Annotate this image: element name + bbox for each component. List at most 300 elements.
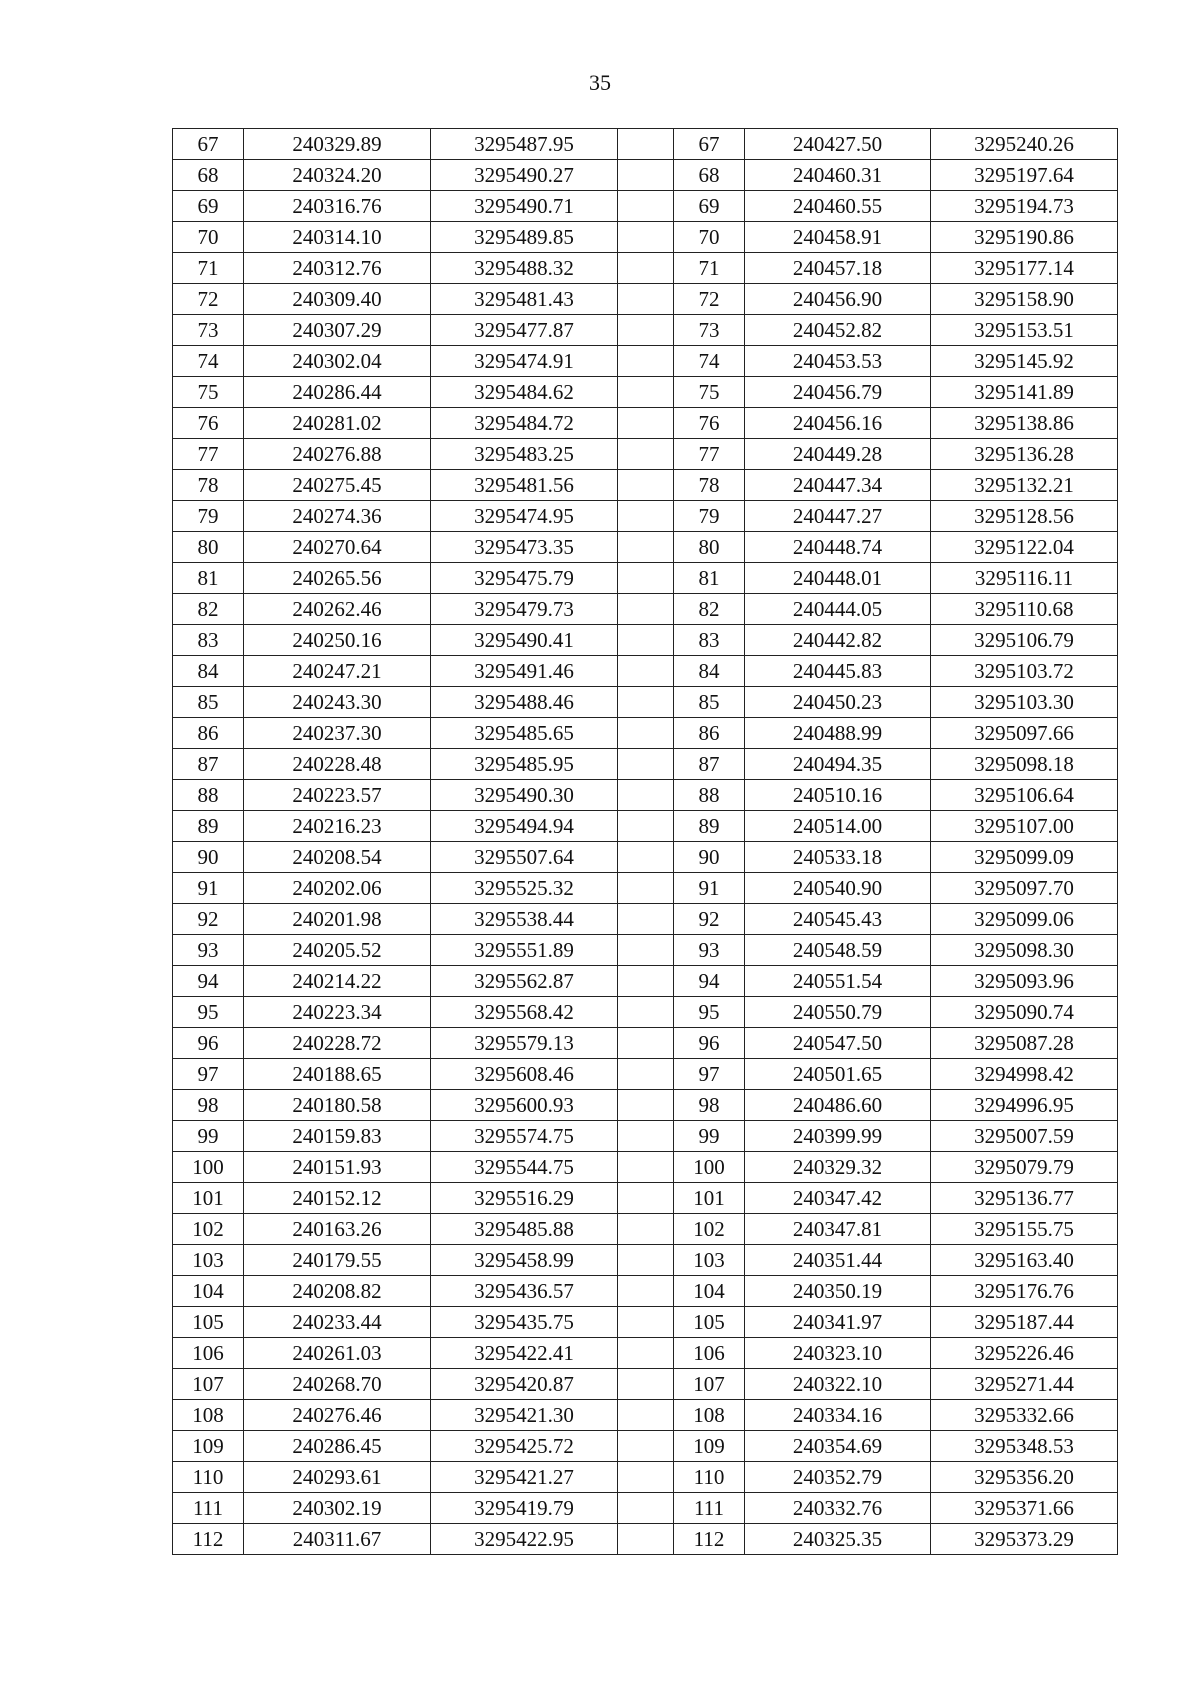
table-row <box>173 873 1118 904</box>
left-x-coordinate-cell: 240159.83 <box>244 1121 431 1152</box>
left-y-coordinate-cell: 3295477.87 <box>431 315 618 346</box>
right-x-coordinate-cell: 240452.82 <box>745 315 931 346</box>
left-x-coordinate-cell: 240237.30 <box>244 718 431 749</box>
right-point-number-cell: 112 <box>674 1524 745 1555</box>
right-point-number-cell: 95 <box>674 997 745 1028</box>
table-row <box>173 718 1118 749</box>
right-point-number-cell: 69 <box>674 191 745 222</box>
left-y-coordinate-cell: 3295421.30 <box>431 1400 618 1431</box>
right-y-coordinate-cell: 3295007.59 <box>931 1121 1118 1152</box>
column-gap-cell <box>618 1183 674 1214</box>
column-gap-cell <box>618 1152 674 1183</box>
left-y-coordinate-cell: 3295435.75 <box>431 1307 618 1338</box>
left-x-coordinate-cell: 240262.46 <box>244 594 431 625</box>
left-point-number-cell: 82 <box>173 594 244 625</box>
right-x-coordinate-cell: 240325.35 <box>745 1524 931 1555</box>
left-point-number-cell: 101 <box>173 1183 244 1214</box>
right-y-coordinate-cell: 3295107.00 <box>931 811 1118 842</box>
left-point-number-cell: 81 <box>173 563 244 594</box>
table-row <box>173 687 1118 718</box>
table-row <box>173 284 1118 315</box>
left-x-coordinate-cell: 240223.57 <box>244 780 431 811</box>
column-gap-cell <box>618 160 674 191</box>
right-y-coordinate-cell: 3295098.18 <box>931 749 1118 780</box>
table-row <box>173 1307 1118 1338</box>
right-y-coordinate-cell: 3295093.96 <box>931 966 1118 997</box>
table-row <box>173 904 1118 935</box>
left-point-number-cell: 69 <box>173 191 244 222</box>
column-gap-cell <box>618 1059 674 1090</box>
left-x-coordinate-cell: 240286.44 <box>244 377 431 408</box>
table-row <box>173 408 1118 439</box>
column-gap-cell <box>618 594 674 625</box>
table-row <box>173 253 1118 284</box>
column-gap-cell <box>618 1121 674 1152</box>
right-x-coordinate-cell: 240494.35 <box>745 749 931 780</box>
column-gap-cell <box>618 284 674 315</box>
right-x-coordinate-cell: 240533.18 <box>745 842 931 873</box>
right-y-coordinate-cell: 3295116.11 <box>931 563 1118 594</box>
right-x-coordinate-cell: 240540.90 <box>745 873 931 904</box>
column-gap-cell <box>618 1462 674 1493</box>
left-y-coordinate-cell: 3295436.57 <box>431 1276 618 1307</box>
table-row <box>173 501 1118 532</box>
table-row <box>173 1462 1118 1493</box>
right-x-coordinate-cell: 240460.31 <box>745 160 931 191</box>
right-y-coordinate-cell: 3295128.56 <box>931 501 1118 532</box>
right-x-coordinate-cell: 240347.42 <box>745 1183 931 1214</box>
table-row <box>173 191 1118 222</box>
right-point-number-cell: 104 <box>674 1276 745 1307</box>
right-x-coordinate-cell: 240456.16 <box>745 408 931 439</box>
right-y-coordinate-cell: 3295163.40 <box>931 1245 1118 1276</box>
left-x-coordinate-cell: 240214.22 <box>244 966 431 997</box>
right-x-coordinate-cell: 240514.00 <box>745 811 931 842</box>
column-gap-cell <box>618 408 674 439</box>
right-x-coordinate-cell: 240329.32 <box>745 1152 931 1183</box>
left-point-number-cell: 83 <box>173 625 244 656</box>
right-x-coordinate-cell: 240456.90 <box>745 284 931 315</box>
left-point-number-cell: 110 <box>173 1462 244 1493</box>
right-y-coordinate-cell: 3295373.29 <box>931 1524 1118 1555</box>
left-y-coordinate-cell: 3295474.95 <box>431 501 618 532</box>
column-gap-cell <box>618 811 674 842</box>
column-gap-cell <box>618 935 674 966</box>
left-point-number-cell: 96 <box>173 1028 244 1059</box>
right-point-number-cell: 74 <box>674 346 745 377</box>
left-point-number-cell: 75 <box>173 377 244 408</box>
right-y-coordinate-cell: 3295136.77 <box>931 1183 1118 1214</box>
left-point-number-cell: 72 <box>173 284 244 315</box>
column-gap-cell <box>618 377 674 408</box>
right-point-number-cell: 77 <box>674 439 745 470</box>
table-row <box>173 656 1118 687</box>
column-gap-cell <box>618 501 674 532</box>
table-row <box>173 811 1118 842</box>
right-x-coordinate-cell: 240427.50 <box>745 129 931 160</box>
left-point-number-cell: 90 <box>173 842 244 873</box>
right-y-coordinate-cell: 3295103.72 <box>931 656 1118 687</box>
coordinates-table-body <box>173 129 1118 1555</box>
left-point-number-cell: 97 <box>173 1059 244 1090</box>
left-y-coordinate-cell: 3295507.64 <box>431 842 618 873</box>
right-point-number-cell: 89 <box>674 811 745 842</box>
column-gap-cell <box>618 904 674 935</box>
left-x-coordinate-cell: 240276.88 <box>244 439 431 470</box>
right-x-coordinate-cell: 240488.99 <box>745 718 931 749</box>
column-gap-cell <box>618 470 674 501</box>
right-y-coordinate-cell: 3295348.53 <box>931 1431 1118 1462</box>
table-row <box>173 160 1118 191</box>
right-y-coordinate-cell: 3295087.28 <box>931 1028 1118 1059</box>
right-x-coordinate-cell: 240341.97 <box>745 1307 931 1338</box>
table-row <box>173 594 1118 625</box>
coordinates-table <box>172 128 1118 1555</box>
right-y-coordinate-cell: 3294996.95 <box>931 1090 1118 1121</box>
left-x-coordinate-cell: 240316.76 <box>244 191 431 222</box>
left-x-coordinate-cell: 240265.56 <box>244 563 431 594</box>
right-point-number-cell: 96 <box>674 1028 745 1059</box>
right-point-number-cell: 102 <box>674 1214 745 1245</box>
left-y-coordinate-cell: 3295425.72 <box>431 1431 618 1462</box>
left-point-number-cell: 98 <box>173 1090 244 1121</box>
right-x-coordinate-cell: 240547.50 <box>745 1028 931 1059</box>
table-row <box>173 129 1118 160</box>
left-x-coordinate-cell: 240270.64 <box>244 532 431 563</box>
left-x-coordinate-cell: 240201.98 <box>244 904 431 935</box>
right-point-number-cell: 82 <box>674 594 745 625</box>
table-row <box>173 1400 1118 1431</box>
right-point-number-cell: 97 <box>674 1059 745 1090</box>
left-y-coordinate-cell: 3295538.44 <box>431 904 618 935</box>
left-y-coordinate-cell: 3295420.87 <box>431 1369 618 1400</box>
right-y-coordinate-cell: 3295176.76 <box>931 1276 1118 1307</box>
column-gap-cell <box>618 191 674 222</box>
right-point-number-cell: 91 <box>674 873 745 904</box>
column-gap-cell <box>618 346 674 377</box>
left-x-coordinate-cell: 240243.30 <box>244 687 431 718</box>
column-gap-cell <box>618 1524 674 1555</box>
left-point-number-cell: 99 <box>173 1121 244 1152</box>
right-y-coordinate-cell: 3295099.06 <box>931 904 1118 935</box>
left-point-number-cell: 85 <box>173 687 244 718</box>
right-y-coordinate-cell: 3295103.30 <box>931 687 1118 718</box>
right-x-coordinate-cell: 240351.44 <box>745 1245 931 1276</box>
left-y-coordinate-cell: 3295481.43 <box>431 284 618 315</box>
left-y-coordinate-cell: 3295483.25 <box>431 439 618 470</box>
left-x-coordinate-cell: 240309.40 <box>244 284 431 315</box>
right-point-number-cell: 107 <box>674 1369 745 1400</box>
left-x-coordinate-cell: 240208.54 <box>244 842 431 873</box>
right-point-number-cell: 110 <box>674 1462 745 1493</box>
right-x-coordinate-cell: 240501.65 <box>745 1059 931 1090</box>
right-point-number-cell: 76 <box>674 408 745 439</box>
left-x-coordinate-cell: 240179.55 <box>244 1245 431 1276</box>
left-point-number-cell: 74 <box>173 346 244 377</box>
table-row <box>173 1059 1118 1090</box>
left-x-coordinate-cell: 240329.89 <box>244 129 431 160</box>
right-x-coordinate-cell: 240442.82 <box>745 625 931 656</box>
left-point-number-cell: 104 <box>173 1276 244 1307</box>
left-y-coordinate-cell: 3295479.73 <box>431 594 618 625</box>
left-y-coordinate-cell: 3295600.93 <box>431 1090 618 1121</box>
left-x-coordinate-cell: 240302.19 <box>244 1493 431 1524</box>
table-row <box>173 625 1118 656</box>
left-y-coordinate-cell: 3295562.87 <box>431 966 618 997</box>
right-x-coordinate-cell: 240444.05 <box>745 594 931 625</box>
left-point-number-cell: 112 <box>173 1524 244 1555</box>
right-point-number-cell: 108 <box>674 1400 745 1431</box>
left-y-coordinate-cell: 3295525.32 <box>431 873 618 904</box>
right-x-coordinate-cell: 240445.83 <box>745 656 931 687</box>
left-x-coordinate-cell: 240261.03 <box>244 1338 431 1369</box>
right-x-coordinate-cell: 240510.16 <box>745 780 931 811</box>
table-row <box>173 1369 1118 1400</box>
column-gap-cell <box>618 780 674 811</box>
left-x-coordinate-cell: 240324.20 <box>244 160 431 191</box>
left-y-coordinate-cell: 3295422.41 <box>431 1338 618 1369</box>
right-x-coordinate-cell: 240334.16 <box>745 1400 931 1431</box>
table-row <box>173 780 1118 811</box>
column-gap-cell <box>618 749 674 780</box>
right-point-number-cell: 101 <box>674 1183 745 1214</box>
column-gap-cell <box>618 532 674 563</box>
table-row <box>173 966 1118 997</box>
right-point-number-cell: 94 <box>674 966 745 997</box>
left-point-number-cell: 91 <box>173 873 244 904</box>
left-x-coordinate-cell: 240233.44 <box>244 1307 431 1338</box>
left-point-number-cell: 77 <box>173 439 244 470</box>
right-x-coordinate-cell: 240449.28 <box>745 439 931 470</box>
left-y-coordinate-cell: 3295481.56 <box>431 470 618 501</box>
left-point-number-cell: 76 <box>173 408 244 439</box>
right-y-coordinate-cell: 3295190.86 <box>931 222 1118 253</box>
right-y-coordinate-cell: 3295141.89 <box>931 377 1118 408</box>
left-point-number-cell: 89 <box>173 811 244 842</box>
left-point-number-cell: 94 <box>173 966 244 997</box>
column-gap-cell <box>618 222 674 253</box>
left-x-coordinate-cell: 240268.70 <box>244 1369 431 1400</box>
right-y-coordinate-cell: 3295132.21 <box>931 470 1118 501</box>
right-y-coordinate-cell: 3295090.74 <box>931 997 1118 1028</box>
left-y-coordinate-cell: 3295494.94 <box>431 811 618 842</box>
left-x-coordinate-cell: 240286.45 <box>244 1431 431 1462</box>
column-gap-cell <box>618 873 674 904</box>
column-gap-cell <box>618 966 674 997</box>
right-x-coordinate-cell: 240458.91 <box>745 222 931 253</box>
right-y-coordinate-cell: 3295226.46 <box>931 1338 1118 1369</box>
left-point-number-cell: 93 <box>173 935 244 966</box>
page-number: 35 <box>589 70 611 95</box>
right-y-coordinate-cell: 3295145.92 <box>931 346 1118 377</box>
right-point-number-cell: 98 <box>674 1090 745 1121</box>
left-point-number-cell: 70 <box>173 222 244 253</box>
column-gap-cell <box>618 1369 674 1400</box>
left-y-coordinate-cell: 3295544.75 <box>431 1152 618 1183</box>
column-gap-cell <box>618 1338 674 1369</box>
left-y-coordinate-cell: 3295490.30 <box>431 780 618 811</box>
left-point-number-cell: 111 <box>173 1493 244 1524</box>
right-x-coordinate-cell: 240550.79 <box>745 997 931 1028</box>
right-y-coordinate-cell: 3295122.04 <box>931 532 1118 563</box>
right-x-coordinate-cell: 240447.27 <box>745 501 931 532</box>
left-y-coordinate-cell: 3295487.95 <box>431 129 618 160</box>
column-gap-cell <box>618 842 674 873</box>
left-y-coordinate-cell: 3295491.46 <box>431 656 618 687</box>
column-gap-cell <box>618 1276 674 1307</box>
left-y-coordinate-cell: 3295574.75 <box>431 1121 618 1152</box>
right-x-coordinate-cell: 240486.60 <box>745 1090 931 1121</box>
right-x-coordinate-cell: 240323.10 <box>745 1338 931 1369</box>
left-point-number-cell: 105 <box>173 1307 244 1338</box>
left-x-coordinate-cell: 240151.93 <box>244 1152 431 1183</box>
left-y-coordinate-cell: 3295421.27 <box>431 1462 618 1493</box>
right-x-coordinate-cell: 240399.99 <box>745 1121 931 1152</box>
left-x-coordinate-cell: 240202.06 <box>244 873 431 904</box>
right-point-number-cell: 75 <box>674 377 745 408</box>
table-row <box>173 1214 1118 1245</box>
left-y-coordinate-cell: 3295490.71 <box>431 191 618 222</box>
left-point-number-cell: 71 <box>173 253 244 284</box>
left-point-number-cell: 107 <box>173 1369 244 1400</box>
table-row <box>173 935 1118 966</box>
left-x-coordinate-cell: 240152.12 <box>244 1183 431 1214</box>
right-point-number-cell: 83 <box>674 625 745 656</box>
column-gap-cell <box>618 1400 674 1431</box>
left-y-coordinate-cell: 3295485.95 <box>431 749 618 780</box>
right-y-coordinate-cell: 3295187.44 <box>931 1307 1118 1338</box>
table-row <box>173 470 1118 501</box>
left-y-coordinate-cell: 3295484.72 <box>431 408 618 439</box>
right-point-number-cell: 86 <box>674 718 745 749</box>
left-x-coordinate-cell: 240228.48 <box>244 749 431 780</box>
right-x-coordinate-cell: 240457.18 <box>745 253 931 284</box>
right-point-number-cell: 80 <box>674 532 745 563</box>
right-point-number-cell: 71 <box>674 253 745 284</box>
right-point-number-cell: 100 <box>674 1152 745 1183</box>
left-point-number-cell: 80 <box>173 532 244 563</box>
column-gap-cell <box>618 1307 674 1338</box>
column-gap-cell <box>618 1214 674 1245</box>
left-y-coordinate-cell: 3295485.88 <box>431 1214 618 1245</box>
left-point-number-cell: 68 <box>173 160 244 191</box>
right-y-coordinate-cell: 3295153.51 <box>931 315 1118 346</box>
left-y-coordinate-cell: 3295579.13 <box>431 1028 618 1059</box>
left-y-coordinate-cell: 3295568.42 <box>431 997 618 1028</box>
left-y-coordinate-cell: 3295488.32 <box>431 253 618 284</box>
left-point-number-cell: 84 <box>173 656 244 687</box>
right-y-coordinate-cell: 3295110.68 <box>931 594 1118 625</box>
table-row <box>173 1121 1118 1152</box>
right-x-coordinate-cell: 240460.55 <box>745 191 931 222</box>
table-row <box>173 749 1118 780</box>
right-x-coordinate-cell: 240450.23 <box>745 687 931 718</box>
right-point-number-cell: 78 <box>674 470 745 501</box>
right-point-number-cell: 109 <box>674 1431 745 1462</box>
left-point-number-cell: 106 <box>173 1338 244 1369</box>
left-y-coordinate-cell: 3295458.99 <box>431 1245 618 1276</box>
right-y-coordinate-cell: 3294998.42 <box>931 1059 1118 1090</box>
left-point-number-cell: 102 <box>173 1214 244 1245</box>
left-point-number-cell: 95 <box>173 997 244 1028</box>
left-y-coordinate-cell: 3295485.65 <box>431 718 618 749</box>
left-x-coordinate-cell: 240275.45 <box>244 470 431 501</box>
table-row <box>173 315 1118 346</box>
left-y-coordinate-cell: 3295516.29 <box>431 1183 618 1214</box>
left-y-coordinate-cell: 3295474.91 <box>431 346 618 377</box>
table-row <box>173 1276 1118 1307</box>
left-point-number-cell: 100 <box>173 1152 244 1183</box>
right-x-coordinate-cell: 240352.79 <box>745 1462 931 1493</box>
right-y-coordinate-cell: 3295371.66 <box>931 1493 1118 1524</box>
right-x-coordinate-cell: 240322.10 <box>745 1369 931 1400</box>
column-gap-cell <box>618 1090 674 1121</box>
left-y-coordinate-cell: 3295488.46 <box>431 687 618 718</box>
right-x-coordinate-cell: 240551.54 <box>745 966 931 997</box>
column-gap-cell <box>618 997 674 1028</box>
right-point-number-cell: 79 <box>674 501 745 532</box>
right-point-number-cell: 70 <box>674 222 745 253</box>
right-y-coordinate-cell: 3295097.66 <box>931 718 1118 749</box>
right-point-number-cell: 67 <box>674 129 745 160</box>
right-y-coordinate-cell: 3295079.79 <box>931 1152 1118 1183</box>
right-y-coordinate-cell: 3295356.20 <box>931 1462 1118 1493</box>
left-point-number-cell: 109 <box>173 1431 244 1462</box>
column-gap-cell <box>618 563 674 594</box>
table-row <box>173 346 1118 377</box>
table-row <box>173 563 1118 594</box>
column-gap-cell <box>618 625 674 656</box>
right-y-coordinate-cell: 3295177.14 <box>931 253 1118 284</box>
table-row <box>173 1338 1118 1369</box>
column-gap-cell <box>618 656 674 687</box>
right-point-number-cell: 84 <box>674 656 745 687</box>
left-x-coordinate-cell: 240314.10 <box>244 222 431 253</box>
right-point-number-cell: 85 <box>674 687 745 718</box>
right-point-number-cell: 105 <box>674 1307 745 1338</box>
left-point-number-cell: 79 <box>173 501 244 532</box>
right-point-number-cell: 93 <box>674 935 745 966</box>
column-gap-cell <box>618 687 674 718</box>
right-y-coordinate-cell: 3295097.70 <box>931 873 1118 904</box>
right-y-coordinate-cell: 3295271.44 <box>931 1369 1118 1400</box>
left-x-coordinate-cell: 240250.16 <box>244 625 431 656</box>
right-point-number-cell: 88 <box>674 780 745 811</box>
left-x-coordinate-cell: 240163.26 <box>244 1214 431 1245</box>
right-point-number-cell: 99 <box>674 1121 745 1152</box>
left-y-coordinate-cell: 3295419.79 <box>431 1493 618 1524</box>
left-point-number-cell: 88 <box>173 780 244 811</box>
column-gap-cell <box>618 718 674 749</box>
right-y-coordinate-cell: 3295194.73 <box>931 191 1118 222</box>
left-point-number-cell: 103 <box>173 1245 244 1276</box>
table-row <box>173 1431 1118 1462</box>
right-x-coordinate-cell: 240448.74 <box>745 532 931 563</box>
left-x-coordinate-cell: 240276.46 <box>244 1400 431 1431</box>
left-point-number-cell: 78 <box>173 470 244 501</box>
table-row <box>173 1493 1118 1524</box>
right-point-number-cell: 90 <box>674 842 745 873</box>
table-row <box>173 1152 1118 1183</box>
table-row <box>173 1245 1118 1276</box>
column-gap-cell <box>618 1493 674 1524</box>
table-row <box>173 377 1118 408</box>
right-point-number-cell: 106 <box>674 1338 745 1369</box>
table-row <box>173 1028 1118 1059</box>
left-x-coordinate-cell: 240208.82 <box>244 1276 431 1307</box>
right-y-coordinate-cell: 3295098.30 <box>931 935 1118 966</box>
left-x-coordinate-cell: 240274.36 <box>244 501 431 532</box>
